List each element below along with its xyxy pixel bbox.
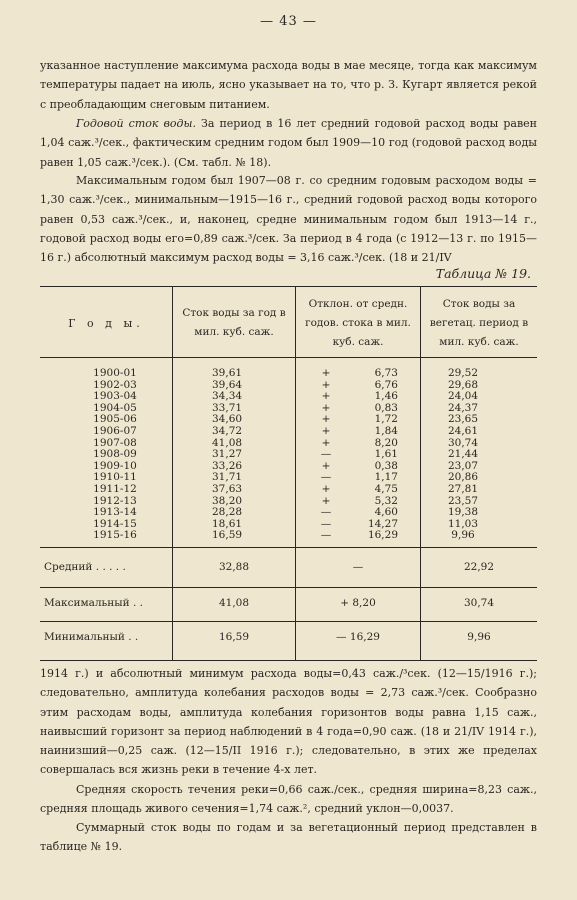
- table-cell-annual-stock: 41,08: [212, 436, 243, 449]
- table-cell-annual-stock: 34,60: [212, 413, 243, 426]
- min-row-label: Минимальный . .: [44, 631, 139, 643]
- table-header-rule: [40, 357, 537, 358]
- table-cell-deviation-sign: +: [321, 390, 331, 403]
- table-cell-annual-stock: 18,61: [212, 517, 243, 530]
- min-vegetation: 9,96: [467, 631, 491, 643]
- table-cell-deviation-sign: +: [321, 482, 331, 495]
- table-cell-annual-stock: 16,59: [212, 529, 243, 542]
- table-cell-deviation: 16,29: [367, 529, 398, 542]
- paragraph-5-text: Средняя скорость течения реки=0,66 саж./сек., средняя ширина=8,23 саж., средняя площадь живого сечения=1,74 саж.², средний уклон—0,0037.: [40, 783, 537, 816]
- paragraph-6: [40, 818, 537, 857]
- table-cell-vegetation-stock: 30,74: [447, 436, 479, 449]
- table-max-rule: [40, 621, 537, 622]
- table-cell-deviation-sign: +: [321, 413, 331, 426]
- table-cell-year: 1900-01: [93, 367, 137, 379]
- table-cell-deviation: 6,73: [374, 367, 398, 379]
- table-cell-year: 1911-12: [93, 482, 137, 495]
- table-cell-deviation: 5,32: [374, 494, 398, 507]
- mean-stock: 32,88: [218, 561, 250, 573]
- table-cell-annual-stock: 33,26: [212, 459, 243, 472]
- table-cell-deviation: 0,83: [374, 401, 398, 414]
- header-years: Г о д ы.: [68, 316, 144, 330]
- table-cell-deviation: 6,76: [374, 378, 398, 391]
- mean-deviation: —: [352, 561, 364, 573]
- table-caption: Таблица № 19.: [435, 266, 531, 281]
- table-cell-deviation: 1,17: [374, 471, 398, 484]
- table-cell-deviation-sign: +: [321, 378, 331, 391]
- table-cell-year: 1914-15: [93, 517, 137, 530]
- paragraph-1-text: указанное наступление максимума расхода воды в мае месяце, тогда как максимум температуры падает на июль, ясно указывает на то, что р. З. Кугарт является рекой с преобладающим снеговым питанием.: [40, 59, 537, 111]
- table-cell-vegetation-stock: 23,65: [447, 413, 479, 426]
- paragraph-2: [40, 114, 537, 172]
- min-deviation: — 16,29: [336, 631, 380, 643]
- table-bottom-rule: [40, 660, 537, 661]
- page-number: — 43 —: [260, 14, 317, 29]
- table-body-rule: [40, 547, 537, 548]
- table-cell-year: 1915-16: [93, 529, 137, 542]
- table-cell-deviation-sign: +: [321, 494, 331, 507]
- table-cell-vegetation-stock: 23,57: [447, 494, 479, 507]
- table-cell-year: 1905-06: [93, 413, 137, 426]
- paragraph-5: [40, 780, 537, 819]
- column-deviation: [336, 368, 398, 542]
- table-cell-year: 1902-03: [93, 378, 137, 391]
- table-cell-deviation: 1,84: [374, 424, 398, 437]
- table-cell-deviation: 1,72: [374, 413, 398, 426]
- paragraph-2-text: За период в 16 лет средний годовой расход воды равен 1,04 саж.³/сек., фактическим средним годом был 1909—10 год (годовой расход воды равен 1,05 саж.³/сек.). (См. табл. № 18).: [40, 117, 537, 169]
- max-row-label: Максимальный . .: [44, 597, 143, 609]
- table-cell-year: 1906-07: [93, 424, 137, 437]
- table-cell-deviation-sign: +: [321, 367, 331, 379]
- table-cell-deviation-sign: —: [320, 506, 332, 519]
- table-cell-annual-stock: 39,61: [212, 367, 243, 379]
- table-cell-deviation: 4,60: [374, 506, 398, 519]
- table-cell-vegetation-stock: 24,04: [447, 390, 479, 403]
- mean-row-label: Средний . . . . .: [44, 561, 126, 573]
- table-cell-deviation-sign: —: [320, 471, 332, 484]
- table-cell-deviation: 0,38: [374, 459, 398, 472]
- mean-vegetation: 22,92: [463, 561, 495, 573]
- paragraph-3-text: Максимальным годом был 1907—08 г. со средним годовым расходом воды = 1,30 саж.³/сек., минимальным—1915—16 г., средний годовой расход воды которого равен 0,53 саж.³/сек., и, наконец, средне минимальным годом был 1913—14 г., годовой расход воды его=0,89 саж.³/сек. За период в 4 года (с 1912—13 г. по 1915—16 г.) абсолютный максимум расход воды = 3,16 саж.³/сек. (18 и 21/IV: [40, 174, 537, 265]
- paragraph-4-text: 1914 г.) и абсолютный минимум расхода воды=0,43 саж./³сек. (12—15/1916 г.); следовательно, амплитуда колебания расходов воды = 2,73 саж.³/сек. Сообразно этим расходам воды, амплитуда колебания горизонтов воды равна 1,15 саж., наивысший горизонт за период наблюдений в 4 года=0,90 саж. (18 и 21/IV 1914 г.), наинизший—0,25 саж. (12—15/II 1916 г.); следовательно, в этих же пределах совершалась вся жизнь реки в течение 4-х лет.: [40, 667, 537, 777]
- table-cell-annual-stock: 39,64: [212, 378, 243, 391]
- table-cell-year: 1907-08: [93, 436, 137, 449]
- table-cell-year: 1913-14: [93, 506, 137, 519]
- table-cell-deviation-sign: +: [321, 459, 331, 472]
- table-cell-year: 1910-11: [93, 471, 137, 484]
- paragraph-6-text: Суммарный сток воды по годам и за вегетационный период представлен в таблице № 19.: [40, 821, 537, 854]
- header-annual-stock: Сток воды за год в мил. куб. саж.: [182, 307, 286, 338]
- table-cell-deviation-sign: —: [320, 529, 332, 542]
- table-top-rule: [40, 286, 537, 287]
- table-cell-vegetation-stock: 29,52: [447, 367, 479, 379]
- section-heading-annual-flow: Годовой сток воды.: [76, 117, 196, 130]
- table-cell-deviation: 14,27: [367, 517, 398, 530]
- table-cell-year: 1904-05: [93, 401, 137, 414]
- column-vegetation-stock: [428, 368, 498, 542]
- max-stock: 41,08: [218, 597, 250, 609]
- table-cell-annual-stock: 34,72: [212, 424, 243, 437]
- table-cell-deviation-sign: +: [321, 436, 331, 449]
- table-cell-vegetation-stock: 11,03: [447, 517, 479, 530]
- table-cell-annual-stock: 31,71: [212, 471, 243, 484]
- paragraph-1: [40, 56, 537, 114]
- max-vegetation: 30,74: [463, 597, 495, 609]
- table-cell-deviation: 1,46: [374, 390, 398, 403]
- column-annual-stock: [212, 368, 272, 542]
- table-cell-vegetation-stock: 20,86: [447, 471, 479, 484]
- paragraph-3: [40, 171, 537, 267]
- paragraph-4: [40, 664, 537, 780]
- table-cell-year: 1903-04: [93, 390, 137, 403]
- table-cell-year: 1912-13: [93, 494, 137, 507]
- table-cell-annual-stock: 38,20: [212, 494, 243, 507]
- header-deviation: Отклон. от средн. годов. стока в мил. куб. саж.: [305, 297, 411, 348]
- table-cell-year: 1908-09: [93, 448, 137, 461]
- table-cell-vegetation-stock: 21,44: [447, 448, 479, 461]
- table-cell-annual-stock: 34,34: [212, 390, 243, 403]
- table-cell-deviation-sign: —: [320, 517, 332, 530]
- table-cell-vegetation-stock: 9,96: [451, 529, 475, 542]
- min-stock: 16,59: [218, 631, 250, 643]
- table-cell-deviation: 4,75: [374, 482, 398, 495]
- column-years: [40, 368, 190, 542]
- table-mean-rule: [40, 587, 537, 588]
- table-cell-annual-stock: 33,71: [212, 401, 243, 414]
- table-cell-deviation-sign: +: [321, 424, 331, 437]
- table-cell-annual-stock: 28,28: [212, 506, 243, 519]
- table-cell-vegetation-stock: 24,61: [447, 424, 479, 437]
- table-cell-vegetation-stock: 19,38: [447, 506, 479, 519]
- max-deviation: + 8,20: [340, 597, 376, 609]
- column-deviation-sign: [318, 368, 334, 542]
- table-cell-annual-stock: 37,63: [212, 482, 243, 495]
- table-cell-deviation: 8,20: [374, 436, 398, 449]
- table-cell-deviation-sign: —: [320, 448, 332, 461]
- table-cell-vegetation-stock: 27,81: [447, 482, 479, 495]
- table-cell-vegetation-stock: 29,68: [447, 378, 479, 391]
- table-cell-deviation: 1,61: [374, 448, 398, 461]
- table-cell-deviation-sign: +: [321, 401, 331, 414]
- table-cell-year: 1909-10: [93, 459, 137, 472]
- header-vegetation-stock: Сток воды за вегетац. период в мил. куб. саж.: [429, 297, 529, 348]
- table-cell-annual-stock: 31,27: [212, 448, 243, 461]
- table-cell-vegetation-stock: 24,37: [447, 401, 479, 414]
- table-cell-vegetation-stock: 23,07: [447, 459, 479, 472]
